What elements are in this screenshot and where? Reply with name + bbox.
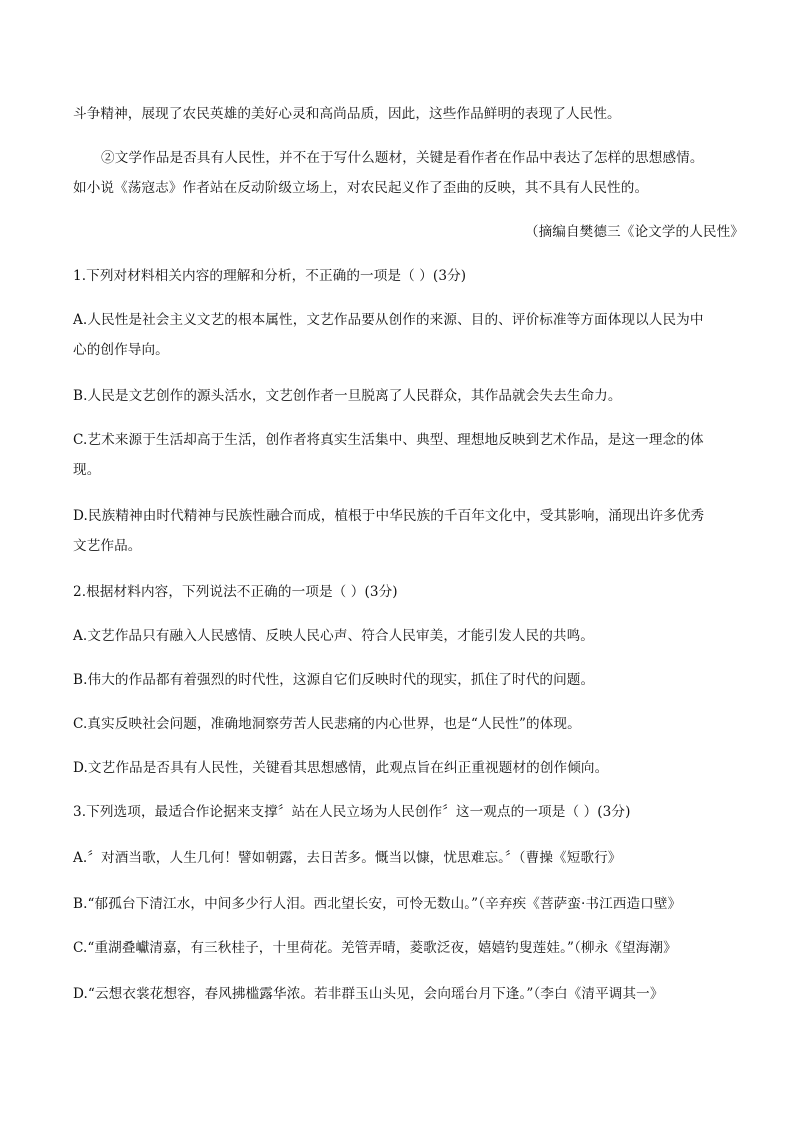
option-a: A.文艺作品只有融入人民感情、反映人民心声、符合人民审美，才能引发人民的共鸣。: [73, 628, 595, 644]
option-b: B.伟大的作品都有着强烈的时代性，这源自它们反映时代的现实，抓住了时代的问题。: [73, 672, 595, 688]
option-c-line: 现。: [73, 462, 101, 478]
option-c: C.真实反映社会问题，准确地洞察劳苦人民悲痛的内心世界，也是“人民性”的体现。: [73, 716, 581, 732]
option-b: B.人民是文艺创作的源头活水，文艺创作者一旦脱离了人民群众，其作品就会失去生命力。: [73, 388, 622, 404]
option-a-line: 心的创作导向。: [73, 342, 169, 358]
question-stem-1: 1.下列对材料相关内容的理解和分析，不正确的一项是（ ）(3分): [73, 268, 467, 284]
option-c: C.“重湖叠巘清嘉，有三秋桂子，十里荷花。羌管弄晴，菱歌泛夜，嬉嬉钓叟莲娃。”（柳永《望海潮》: [73, 940, 677, 956]
option-d: D.文艺作品是否具有人民性，关键看其思想感情，此观点旨在纠正重视题材的创作倾向。: [73, 760, 609, 776]
option-c-line: C.艺术来源于生活却高于生活，创作者将真实生活集中、典型、理想地反映到艺术作品，是这一理念的体: [73, 432, 704, 448]
paragraph-line: 斗争精神，展现了农民英雄的美好心灵和高尚品质，因此，这些作品鲜明的表现了人民性。: [73, 106, 621, 122]
option-d: D.“云想衣裳花想容，春风拂槛露华浓。若非群玉山头见，会向瑶台月下逢。”（李白《清平调其一》: [73, 986, 664, 1002]
option-d-line: 文艺作品。: [73, 538, 142, 554]
paragraph-line: 如小说《荡寇志》作者站在反动阶级立场上，对农民起义作了歪曲的反映，其不具有人民性的。: [73, 180, 649, 196]
source-citation: （摘编自樊德三《论文学的人民性》: [524, 224, 744, 240]
option-a: A.〞对酒当歌，人生几何！譬如朝露，去日苦多。慨当以慷，忧思难忘。〞（曹操《短歌行》: [73, 850, 622, 866]
option-b: B.“郁孤台下清江水，中间多少行人泪。西北望长安，可怜无数山。”（辛弃疾《菩萨蛮·书江西造口壁》: [73, 896, 682, 912]
question-stem-2: 2.根据材料内容，下列说法不正确的一项是（ ）(3分): [73, 584, 398, 600]
paragraph-line: ②文学作品是否具有人民性，并不在于写什么题材，关键是看作者在作品中表达了怎样的思想感情。: [101, 150, 704, 166]
question-stem-3: 3.下列选项，最适合作论据来支撑〞站在人民立场为人民创作〞这一观点的一项是（ ）(3分): [73, 804, 631, 820]
option-d-line: D.民族精神由时代精神与民族性融合而成，植根于中华民族的千百年文化中，受其影响，涌现出许多优秀: [73, 508, 705, 524]
option-a-line: A.人民性是社会主义文艺的根本属性，文艺作品要从创作的来源、目的、评价标准等方面体现以人民为中: [73, 312, 704, 328]
